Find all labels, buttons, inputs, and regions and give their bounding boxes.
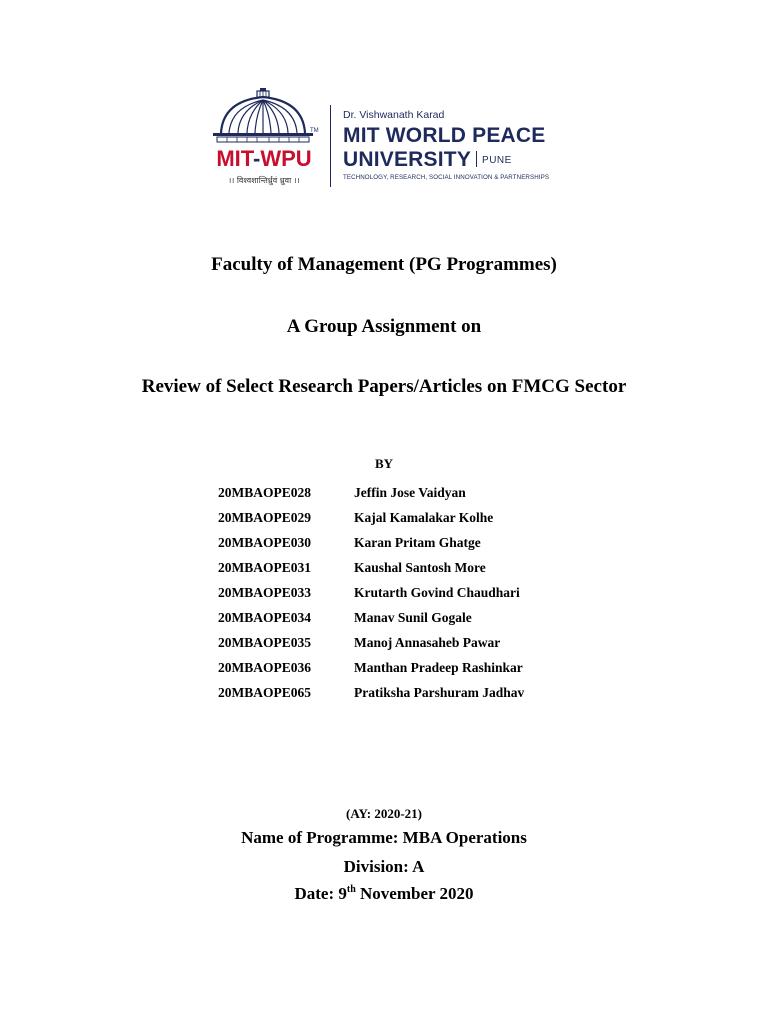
list-item [218,580,618,605]
member-id: 20MBAOPE035 [218,634,311,650]
member-name: Kajal Kamalakar Kolhe [354,509,494,525]
member-id: 20MBAOPE029 [218,509,311,525]
list-item [218,480,618,505]
brand-left: MIT [216,146,253,171]
member-id: 20MBAOPE065 [218,684,311,700]
member-name: Kaushal Santosh More [354,559,486,575]
university-word: UNIVERSITY [343,148,472,171]
by-label: BY [374,456,394,471]
university-name-line1: MIT WORLD PEACE [343,124,546,147]
brand-right: WPU [260,146,312,171]
list-item [218,505,618,530]
member-id: 20MBAOPE034 [218,609,311,625]
list-item [218,605,618,630]
member-name: Krutarth Govind Chaudhari [354,584,520,600]
member-name: Jeffin Jose Vaidyan [354,484,466,500]
submission-date [0,884,768,904]
member-id: 20MBAOPE036 [218,659,311,675]
date-rest: November 2020 [355,884,474,903]
mit-wpu-emblem [205,85,323,195]
university-city: PUNE [482,155,512,166]
academic-year: (AY: 2020-21) [346,806,422,821]
university-logo [205,85,565,195]
university-name-block [343,109,568,183]
programme-name: Name of Programme: MBA Operations [241,828,527,847]
city-divider [476,151,477,167]
member-id: 20MBAOPE031 [218,559,311,575]
member-name: Manav Sunil Gogale [354,609,472,625]
list-item [218,655,618,680]
assignment-topic: Review of Select Research Papers/Articles on FMCG Sector [141,376,627,397]
logo-divider [330,105,331,187]
date-ordinal: th [346,884,356,895]
assignment-heading: A Group Assignment on [286,316,482,337]
dome-icon [207,87,319,145]
member-list [218,480,618,705]
brand-dash: - [253,146,261,171]
member-id: 20MBAOPE033 [218,584,311,600]
date-prefix: Date: 9 [294,884,347,903]
list-item [218,555,618,580]
list-item [218,530,618,555]
trademark-mark: TM [310,128,319,134]
university-tagline: TECHNOLOGY, RESEARCH, SOCIAL INNOVATION & PARTNERSHIPS [343,174,550,181]
sanskrit-motto: ।। विश्वशान्तिर्ध्रुवं ध्रुवा ।। [228,176,300,185]
list-item [218,630,618,655]
member-id: 20MBAOPE028 [218,484,311,500]
brand-wordmark [207,147,321,171]
member-name: Manoj Annasaheb Pawar [354,634,501,650]
member-id: 20MBAOPE030 [218,534,311,550]
member-name: Pratiksha Parshuram Jadhav [354,684,525,700]
faculty-heading: Faculty of Management (PG Programmes) [211,254,557,275]
list-item [218,680,618,705]
division: Division: A [343,857,425,876]
university-prefix: Dr. Vishwanath Karad [343,109,445,121]
university-name-line2 [343,148,568,173]
member-name: Manthan Pradeep Rashinkar [354,659,523,675]
member-name: Karan Pritam Ghatge [354,534,481,550]
